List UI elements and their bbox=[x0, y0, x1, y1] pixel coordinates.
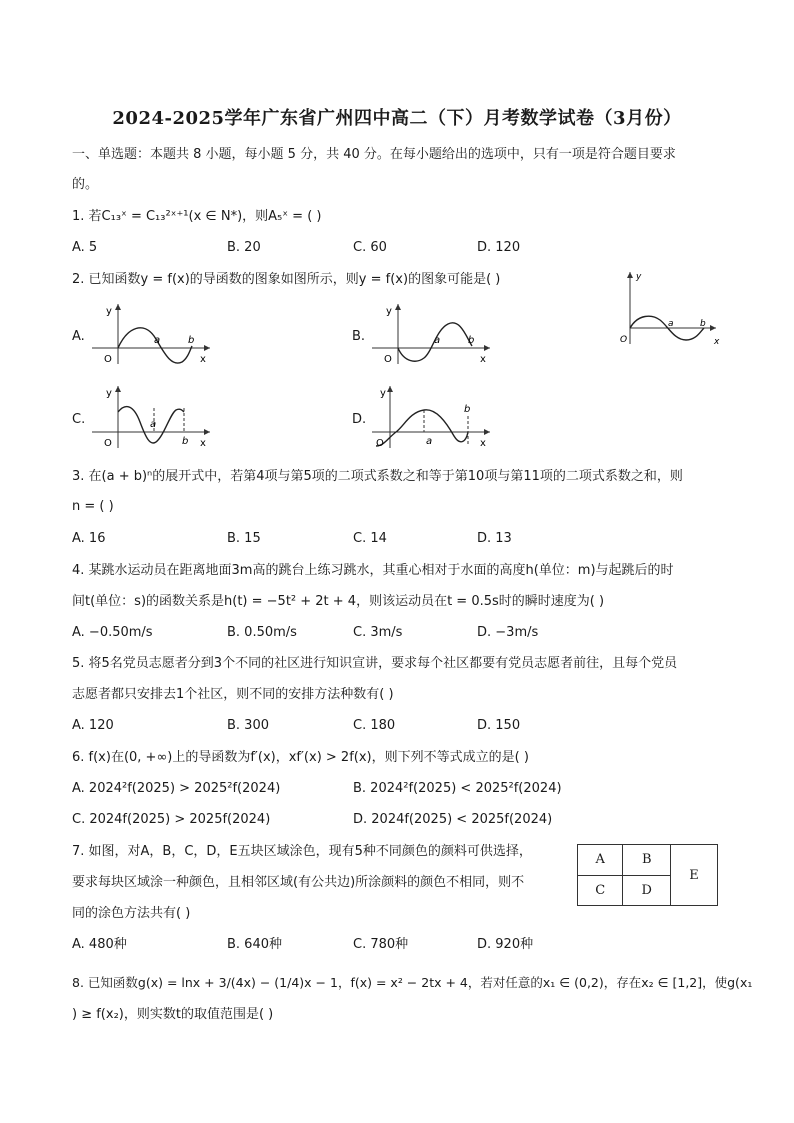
q2-option-c: C. bbox=[72, 412, 86, 427]
q4-option-b: B. 0.50m/s bbox=[227, 625, 297, 640]
q1-option-c: C. 60 bbox=[353, 240, 387, 255]
q3-option-b: B. 15 bbox=[227, 531, 261, 546]
q7-option-d: D. 920种 bbox=[477, 937, 534, 952]
q2d-origin-label: O bbox=[376, 438, 384, 449]
q2-option-d-graph bbox=[368, 382, 498, 456]
q2-ref-origin-label: O bbox=[620, 335, 628, 345]
q2-option-d: D. bbox=[352, 412, 367, 427]
q5-option-d: D. 150 bbox=[477, 718, 521, 733]
q2-option-b: B. bbox=[352, 329, 366, 344]
q3-stem-line2: n = ( ) bbox=[72, 499, 114, 514]
q3-stem-line1: 3. 在(a + b)ⁿ的展开式中，若第4项与第5项的二项式系数之和等于第10项与第11项的二项式系数之和，则 bbox=[72, 469, 683, 484]
section-instructions-line2: 的。 bbox=[72, 177, 99, 192]
q2a-a-label: a bbox=[154, 335, 161, 346]
q2-option-c-graph bbox=[88, 382, 218, 456]
q4-stem-line2: 间t(单位：s)的函数关系是h(t) = −5t² + 2t + 4，则该运动员在t = 0.5s时的瞬时速度为( ) bbox=[72, 594, 605, 609]
q1-stem: 1. 若C₁₃ˣ = C₁₃²ˣ⁺¹(x ∈ N*)，则A₅ˣ = ( ) bbox=[72, 209, 322, 224]
q2b-y-label: y bbox=[386, 306, 392, 317]
q2-option-b-graph bbox=[368, 300, 498, 372]
region-a: A bbox=[578, 845, 623, 876]
q2d-a-label: a bbox=[426, 436, 433, 447]
q7-stem-line3: 同的涂色方法共有( ) bbox=[72, 906, 191, 921]
q2d-b-label: b bbox=[464, 404, 471, 415]
q2-ref-a-label: a bbox=[668, 319, 674, 329]
q2a-x-label: x bbox=[200, 354, 206, 365]
q7-option-c: C. 780种 bbox=[353, 937, 409, 952]
q2b-origin-label: O bbox=[384, 354, 392, 365]
q6-option-a: A. 2024²f(2025) > 2025²f(2024) bbox=[72, 781, 281, 796]
page-title: 2024-2025学年广东省广州四中高二（下）月考数学试卷（3月份） bbox=[112, 108, 682, 129]
q2c-origin-label: O bbox=[104, 438, 112, 449]
q2-stem: 2. 已知函数y = f(x)的导函数的图象如图所示，则y = f(x)的图象可能是( ) bbox=[72, 272, 501, 287]
q6-option-b: B. 2024²f(2025) < 2025²f(2024) bbox=[353, 781, 562, 796]
q4-option-c: C. 3m/s bbox=[353, 625, 403, 640]
q2-ref-y-label: y bbox=[636, 272, 642, 282]
q5-option-a: A. 120 bbox=[72, 718, 114, 733]
q3-option-c: C. 14 bbox=[353, 531, 387, 546]
q3-option-d: D. 13 bbox=[477, 531, 512, 546]
region-e: E bbox=[671, 845, 718, 906]
q7-region-grid bbox=[577, 844, 718, 906]
q2c-y-label: y bbox=[106, 388, 112, 399]
q5-stem-line2: 志愿者都只安排去1个社区，则不同的安排方法种数有( ) bbox=[72, 687, 394, 702]
q3-option-a: A. 16 bbox=[72, 531, 106, 546]
q7-stem-line2: 要求每块区域涂一种颜色，且相邻区域(有公共边)所涂颜料的颜色不相同，则不 bbox=[72, 875, 525, 890]
q8-stem-line2: ) ≥ f(x₂)，则实数t的取值范围是( ) bbox=[72, 1007, 274, 1022]
q5-option-b: B. 300 bbox=[227, 718, 269, 733]
q2b-b-label: b bbox=[468, 335, 475, 346]
q2-option-a: A. bbox=[72, 329, 85, 344]
q4-option-d: D. −3m/s bbox=[477, 625, 539, 640]
q5-option-c: C. 180 bbox=[353, 718, 396, 733]
q2c-a-label: a bbox=[150, 419, 157, 430]
q2-option-a-graph bbox=[88, 300, 218, 372]
q1-option-b: B. 20 bbox=[227, 240, 261, 255]
q2a-b-label: b bbox=[188, 335, 195, 346]
q2b-a-label: a bbox=[434, 335, 441, 346]
q7-option-a: A. 480种 bbox=[72, 937, 127, 952]
q7-stem-line1: 7. 如图，对A，B，C，D，E五块区域涂色，现有5种不同颜色的颜料可供选择， bbox=[72, 844, 532, 859]
section-instructions-line1: 一、单选题：本题共 8 小题，每小题 5 分，共 40 分。在每小题给出的选项中，只有一项是符合题目要求 bbox=[72, 147, 676, 162]
q7-option-b: B. 640种 bbox=[227, 937, 282, 952]
q2a-y-label: y bbox=[106, 306, 112, 317]
region-b: B bbox=[623, 845, 671, 876]
q2-derivative-graph bbox=[612, 266, 724, 354]
q2c-b-label: b bbox=[182, 436, 189, 447]
q1-option-a: A. 5 bbox=[72, 240, 98, 255]
q2c-x-label: x bbox=[200, 438, 206, 449]
q6-stem: 6. f(x)在(0, +∞)上的导函数为f′(x)，xf′(x) > 2f(x)，则下列不等式成立的是( ) bbox=[72, 750, 529, 765]
region-d: D bbox=[623, 875, 671, 906]
q6-option-d: D. 2024f(2025) < 2025f(2024) bbox=[353, 812, 553, 827]
q5-stem-line1: 5. 将5名党员志愿者分到3个不同的社区进行知识宣讲，要求每个社区都要有党员志愿者前往，且每个党员 bbox=[72, 656, 678, 671]
q2b-x-label: x bbox=[480, 354, 486, 365]
q8-stem-line1: 8. 已知函数g(x) = lnx + 3/(4x) − (1/4)x − 1，f(x) = x² − 2tx + 4，若对任意的x₁ ∈ (0,2)，存在x₂ ∈ [1,2]，使g(x₁ bbox=[72, 975, 753, 990]
q1-option-d: D. 120 bbox=[477, 240, 521, 255]
q2d-y-label: y bbox=[380, 388, 386, 399]
region-c: C bbox=[578, 875, 623, 906]
q4-option-a: A. −0.50m/s bbox=[72, 625, 153, 640]
q4-stem-line1: 4. 某跳水运动员在距离地面3m高的跳台上练习跳水，其重心相对于水面的高度h(单位：m)与起跳后的时 bbox=[72, 563, 674, 578]
q6-option-c: C. 2024f(2025) > 2025f(2024) bbox=[72, 812, 271, 827]
q2d-x-label: x bbox=[480, 438, 486, 449]
q2-ref-x-label: x bbox=[714, 337, 720, 347]
q2a-origin-label: O bbox=[104, 354, 112, 365]
q2-ref-b-label: b bbox=[700, 319, 706, 329]
